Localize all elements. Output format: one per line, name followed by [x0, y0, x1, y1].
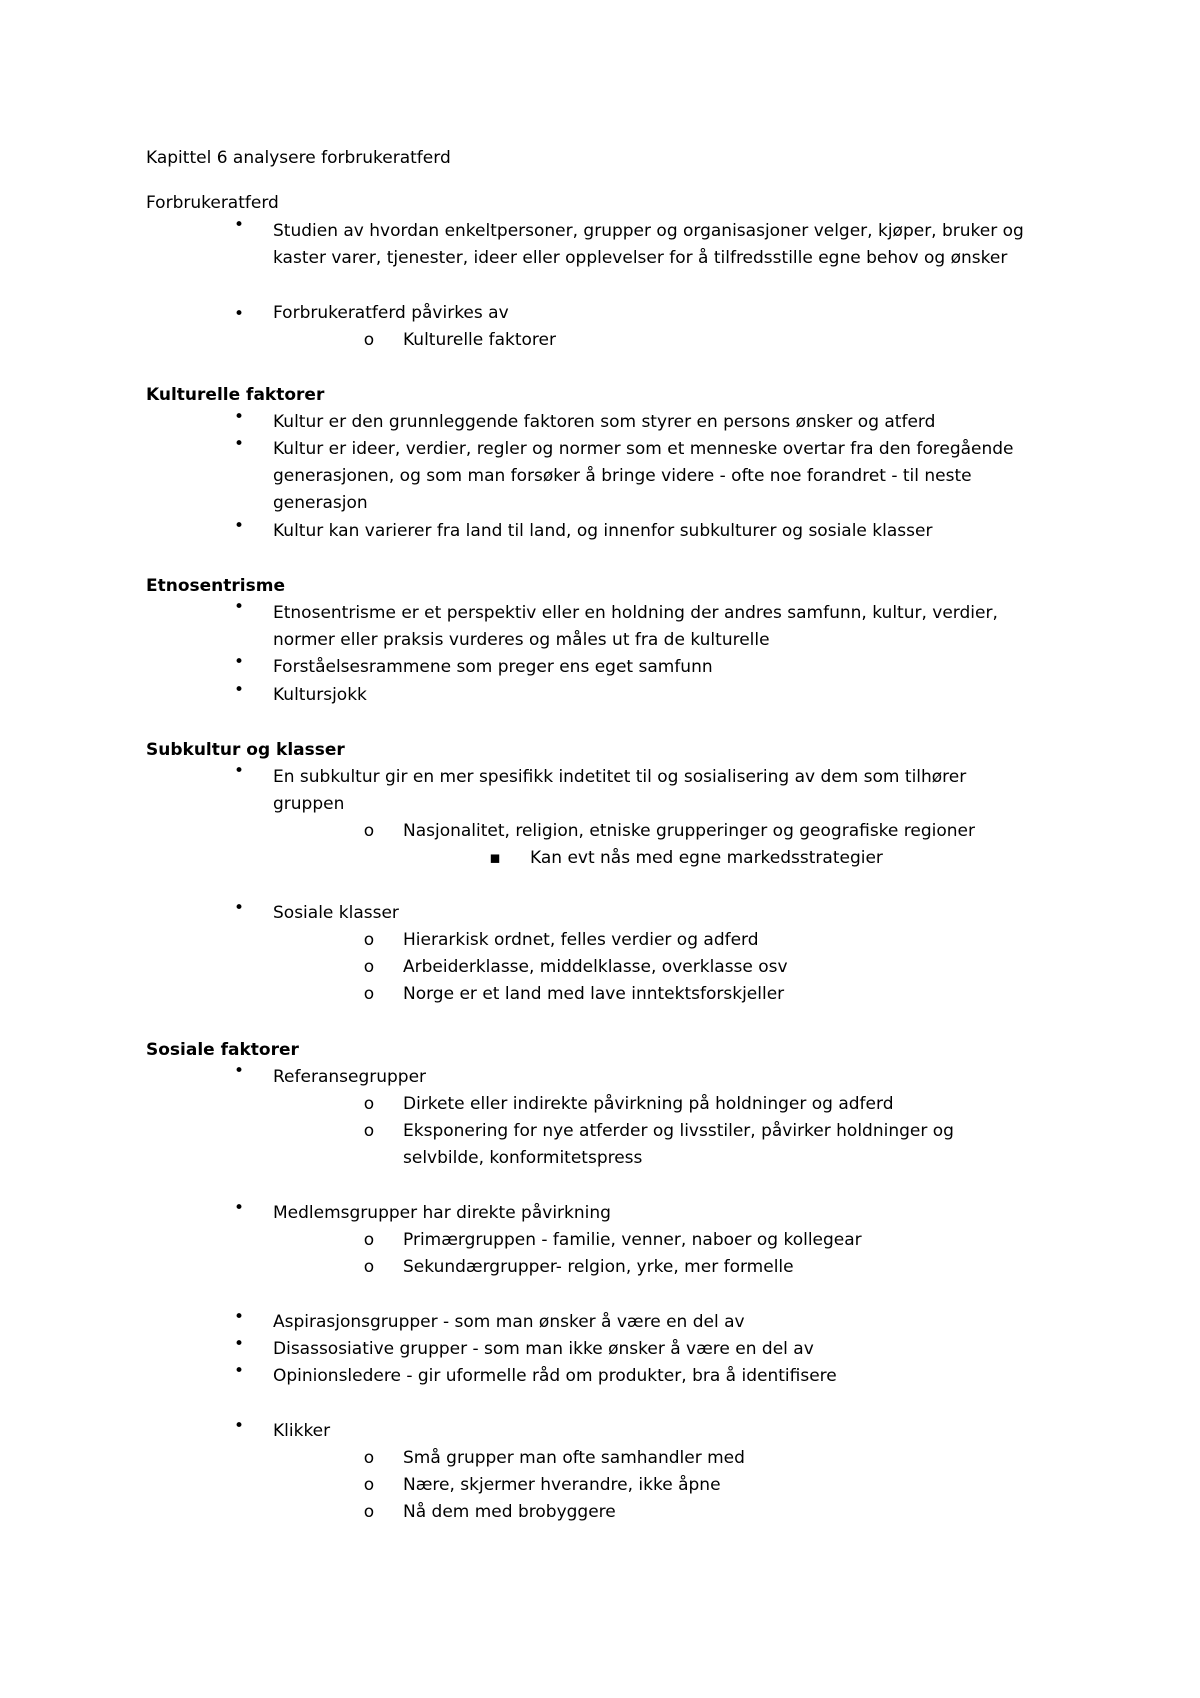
sub-list-item: Nære, skjermer hverandre, ikke åpne — [403, 1475, 721, 1495]
section-heading: Etnosentrisme — [146, 576, 285, 596]
sub-bullet-marker: o — [363, 1448, 375, 1468]
bullet-marker: • — [233, 761, 245, 781]
sub-list-item: Kulturelle faktorer — [403, 330, 556, 350]
sub-bullet-marker: o — [363, 1230, 375, 1250]
sub-bullet-marker: o — [363, 821, 375, 841]
list-item-continuation: generasjon — [273, 493, 368, 513]
list-item: Sosiale klasser — [273, 903, 399, 923]
sub-bullet-marker: o — [363, 984, 375, 1004]
sub-bullet-marker: o — [363, 330, 375, 350]
list-item: Forbrukeratferd påvirkes av — [273, 303, 509, 323]
bullet-marker: • — [233, 1361, 245, 1381]
sub-list-item: Norge er et land med lave inntektsforskjeller — [403, 984, 785, 1004]
bullet-marker: • — [233, 1334, 245, 1354]
list-item: Forståelsesrammene som preger ens eget samfunn — [273, 657, 713, 677]
list-item: Referansegrupper — [273, 1067, 427, 1087]
list-item: En subkultur gir en mer spesifikk indetitet til og sosialisering av dem som tilhører — [273, 767, 967, 787]
list-item-continuation: gruppen — [273, 794, 345, 814]
sub-bullet-marker: o — [363, 930, 375, 950]
bullet-marker: • — [233, 597, 245, 617]
list-item: Kultur er ideer, verdier, regler og normer som et menneske overtar fra den foregående — [273, 439, 1014, 459]
bullet-marker: • — [233, 434, 245, 454]
bullet-marker: • — [233, 1198, 245, 1218]
bullet-marker: • — [233, 680, 245, 700]
list-item: Disassosiative grupper - som man ikke ønsker å være en del av — [273, 1339, 814, 1359]
section-heading: Sosiale faktorer — [146, 1040, 299, 1060]
list-item: Kultur kan varierer fra land til land, og innenfor subkulturer og sosiale klasser — [273, 521, 933, 541]
sub-list-item: Hierarkisk ordnet, felles verdier og adferd — [403, 930, 759, 950]
bullet-marker: • — [233, 898, 245, 918]
sub-bullet-marker: o — [363, 1502, 375, 1522]
bullet-marker: • — [233, 652, 245, 672]
sub-list-item: Arbeiderklasse, middelklasse, overklasse osv — [403, 957, 788, 977]
section-heading: Kulturelle faktorer — [146, 385, 325, 405]
list-item-continuation: kaster varer, tjenester, ideer eller opplevelser for å tilfredsstille egne behov og ønsker — [273, 248, 1008, 268]
sub-list-item: Nå dem med brobyggere — [403, 1502, 616, 1522]
list-item: Etnosentrisme er et perspektiv eller en holdning der andres samfunn, kultur, verdier, — [273, 603, 998, 623]
list-item: Kultursjokk — [273, 685, 367, 705]
list-item-continuation: normer eller praksis vurderes og måles ut fra de kulturelle — [273, 630, 770, 650]
section-heading: Forbrukeratferd — [146, 193, 279, 213]
list-item: Medlemsgrupper har direkte påvirkning — [273, 1203, 611, 1223]
bullet-marker: • — [233, 1307, 245, 1327]
list-item-continuation: generasjonen, og som man forsøker å bringe videre - ofte noe forandret - til neste — [273, 466, 972, 486]
sub-sub-bullet-marker: ▪ — [489, 848, 501, 868]
sub-bullet-marker: o — [363, 957, 375, 977]
bullet-marker: • — [233, 407, 245, 427]
sub-bullet-marker: o — [363, 1257, 375, 1277]
sub-sub-list-item: Kan evt nås med egne markedsstrategier — [530, 848, 883, 868]
bullet-marker: • — [233, 304, 245, 324]
list-item: Studien av hvordan enkeltpersoner, grupper og organisasjoner velger, kjøper, bruker og — [273, 221, 1024, 241]
section-heading: Subkultur og klasser — [146, 740, 345, 760]
sub-bullet-marker: o — [363, 1094, 375, 1114]
sub-list-item: Sekundærgrupper- relgion, yrke, mer formelle — [403, 1257, 794, 1277]
bullet-marker: • — [233, 1416, 245, 1436]
sub-list-item: Eksponering for nye atferder og livsstiler, påvirker holdninger og — [403, 1121, 954, 1141]
list-item: Klikker — [273, 1421, 331, 1441]
sub-bullet-marker: o — [363, 1121, 375, 1141]
document-title: Kapittel 6 analysere forbrukeratferd — [146, 148, 451, 168]
sub-bullet-marker: o — [363, 1475, 375, 1495]
bullet-marker: • — [233, 215, 245, 235]
list-item: Aspirasjonsgrupper - som man ønsker å være en del av — [273, 1312, 745, 1332]
list-item: Opinionsledere - gir uformelle råd om produkter, bra å identifisere — [273, 1366, 837, 1386]
sub-list-item: Dirkete eller indirekte påvirkning på holdninger og adferd — [403, 1094, 894, 1114]
sub-list-item-continuation: selvbilde, konformitetspress — [403, 1148, 643, 1168]
sub-list-item: Små grupper man ofte samhandler med — [403, 1448, 745, 1468]
bullet-marker: • — [233, 516, 245, 536]
sub-list-item: Nasjonalitet, religion, etniske grupperinger og geografiske regioner — [403, 821, 975, 841]
sub-list-item: Primærgruppen - familie, venner, naboer og kollegear — [403, 1230, 862, 1250]
list-item: Kultur er den grunnleggende faktoren som styrer en persons ønsker og atferd — [273, 412, 936, 432]
bullet-marker: • — [233, 1061, 245, 1081]
